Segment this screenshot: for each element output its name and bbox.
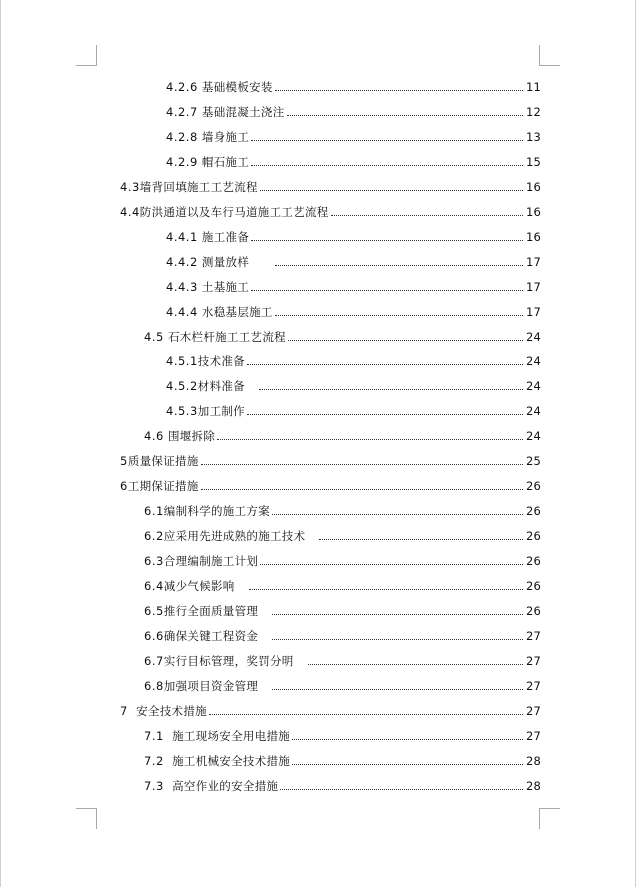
toc-dot-leader bbox=[251, 140, 523, 141]
toc-entry[interactable] bbox=[1, 728, 636, 744]
toc-entry-page-number: 27 bbox=[525, 678, 541, 693]
toc-entry-number: 6.7 bbox=[144, 653, 164, 668]
toc-entry-page-number: 26 bbox=[525, 529, 541, 544]
toc-entry-page-number: 17 bbox=[525, 279, 541, 294]
toc-entry-number: 4.5.3 bbox=[166, 404, 198, 419]
toc-entry-page-number: 24 bbox=[525, 354, 541, 369]
toc-entry-page-number: 16 bbox=[525, 229, 541, 244]
toc-dot-leader bbox=[251, 165, 523, 166]
toc-entry-title: 技术准备 bbox=[197, 354, 245, 369]
toc-entry-number: 7.2 bbox=[144, 753, 173, 768]
toc-dot-leader bbox=[249, 589, 523, 590]
toc-entry-number: 4.4.1 bbox=[166, 229, 202, 244]
toc-entry-title: 工期保证措施 bbox=[127, 479, 199, 494]
toc-entry-title: 测量放样 bbox=[201, 254, 250, 269]
toc-entry-number: 4.2.8 bbox=[166, 129, 202, 144]
toc-entry[interactable] bbox=[1, 478, 636, 494]
toc-entry-page-number: 24 bbox=[525, 404, 541, 419]
toc-dot-leader bbox=[272, 614, 523, 615]
toc-entry-number: 4.4.4 bbox=[166, 304, 202, 319]
toc-entry[interactable] bbox=[1, 229, 636, 245]
toc-entry-number: 4.4.3 bbox=[166, 279, 202, 294]
toc-entry-number: 6.6 bbox=[144, 628, 164, 643]
toc-dot-leader bbox=[260, 190, 523, 191]
toc-entry-number: 4.5 bbox=[144, 329, 168, 344]
toc-entry-title: 合理编制施工计划 bbox=[163, 554, 259, 569]
toc-entry-number: 5 bbox=[120, 454, 128, 469]
toc-entry-page-number: 26 bbox=[525, 579, 541, 593]
toc-entry-number: 7 bbox=[120, 703, 137, 718]
toc-entry-title: 土基施工 bbox=[201, 279, 250, 294]
toc-entry-title: 质量保证措施 bbox=[127, 454, 199, 469]
toc-entry-number: 4.4 bbox=[120, 204, 140, 219]
toc-entry-number: 4.5.2 bbox=[166, 379, 198, 394]
toc-dot-leader bbox=[288, 340, 523, 341]
toc-entry-title: 编制科学的施工方案 bbox=[163, 504, 270, 519]
toc-entry[interactable] bbox=[1, 753, 636, 769]
toc-entry-number: 6.5 bbox=[144, 603, 164, 618]
toc-entry[interactable] bbox=[1, 428, 636, 444]
toc-entry-title: 基础混凝土浇注 bbox=[201, 104, 285, 119]
toc-entry[interactable] bbox=[1, 453, 636, 469]
toc-entry-title: 墙背回填施工工艺流程 bbox=[139, 179, 258, 194]
toc-dot-leader bbox=[308, 664, 523, 665]
toc-entry[interactable] bbox=[1, 378, 636, 394]
toc-entry-title: 加强项目资金管理 bbox=[163, 678, 259, 693]
toc-entry-title: 安全技术措施 bbox=[136, 703, 207, 718]
toc-dot-leader bbox=[331, 215, 523, 216]
toc-dot-leader bbox=[292, 739, 523, 740]
toc-entry-title: 防洪通道以及车行马道施工工艺流程 bbox=[139, 204, 329, 219]
toc-entry-number: 4.2.9 bbox=[166, 154, 202, 169]
toc-entry-title: 加工制作 bbox=[197, 404, 245, 419]
toc-entry-page-number: 24 bbox=[525, 329, 541, 344]
toc-entry-page-number: 26 bbox=[525, 554, 541, 569]
toc-entry-page-number: 16 bbox=[525, 179, 541, 194]
toc-entry-page-number: 13 bbox=[525, 129, 541, 144]
toc-entry-page-number: 17 bbox=[525, 254, 541, 269]
toc-entry-page-number: 26 bbox=[525, 479, 541, 494]
toc-entry-number: 7.3 bbox=[144, 778, 173, 793]
toc-entry[interactable] bbox=[1, 778, 636, 794]
toc-dot-leader bbox=[251, 290, 523, 291]
toc-entry-page-number: 12 bbox=[525, 104, 541, 119]
toc-entry[interactable] bbox=[1, 403, 636, 419]
toc-dot-leader bbox=[259, 389, 523, 390]
toc-entry-page-number: 15 bbox=[525, 154, 541, 169]
toc-entry-page-number: 17 bbox=[525, 304, 541, 319]
toc-entry-page-number: 24 bbox=[525, 379, 541, 394]
toc-entry-number: 6 bbox=[120, 479, 128, 494]
toc-entry[interactable] bbox=[1, 503, 636, 519]
toc-entry-title: 推行全面质量管理 bbox=[163, 603, 259, 618]
toc-entry-number: 7.1 bbox=[144, 728, 173, 743]
toc-dot-leader bbox=[247, 414, 523, 415]
toc-dot-leader bbox=[217, 439, 523, 440]
toc-entry-title: 墙身施工 bbox=[201, 129, 250, 144]
toc-entry[interactable] bbox=[1, 353, 636, 369]
toc-entry-title: 帽石施工 bbox=[201, 154, 250, 169]
toc-entry-title: 减少气候影响 bbox=[163, 579, 235, 593]
toc-entry[interactable] bbox=[1, 79, 636, 95]
toc-dot-leader bbox=[280, 789, 523, 790]
toc-entry-page-number: 27 bbox=[525, 728, 541, 743]
toc-dot-leader bbox=[287, 115, 523, 116]
toc-entry-number: 4.2.7 bbox=[166, 104, 202, 119]
toc-entry-title: 施工现场安全用电措施 bbox=[172, 728, 291, 743]
toc-entry[interactable] bbox=[1, 254, 636, 270]
toc-entry[interactable] bbox=[1, 179, 636, 195]
toc-dot-leader bbox=[209, 714, 523, 715]
toc-entry[interactable] bbox=[1, 129, 636, 145]
toc-dot-leader bbox=[201, 489, 523, 490]
toc-dot-leader bbox=[251, 240, 523, 241]
toc-entry[interactable] bbox=[1, 578, 636, 594]
toc-entry-title: 石木栏杆施工工艺流程 bbox=[167, 329, 286, 344]
toc-entry[interactable] bbox=[1, 703, 636, 719]
toc-entry-number: 6.2 bbox=[144, 529, 164, 544]
toc-entry-page-number: 26 bbox=[525, 504, 541, 519]
toc-entry[interactable] bbox=[1, 653, 636, 669]
toc-entry-page-number: 28 bbox=[525, 778, 541, 793]
toc-entry-title: 确保关键工程资金 bbox=[163, 628, 259, 643]
toc-dot-leader bbox=[292, 764, 523, 765]
toc-entry-title: 围堰拆除 bbox=[167, 429, 216, 444]
toc-entry[interactable] bbox=[1, 329, 636, 345]
toc-entry-page-number: 27 bbox=[525, 653, 541, 668]
toc-dot-leader bbox=[319, 539, 523, 540]
toc-entry-title: 高空作业的安全措施 bbox=[172, 778, 279, 793]
toc-dot-leader bbox=[272, 689, 523, 690]
toc-entry-number: 6.1 bbox=[144, 504, 164, 519]
toc-entry[interactable] bbox=[1, 204, 636, 220]
toc-dot-leader bbox=[275, 90, 523, 91]
toc-entry-number: 6.8 bbox=[144, 678, 164, 693]
toc-entry-page-number: 16 bbox=[525, 204, 541, 219]
toc-entry-number: 4.3 bbox=[120, 179, 140, 194]
toc-entry-number: 4.4.2 bbox=[166, 254, 202, 269]
toc-entry[interactable] bbox=[1, 603, 636, 619]
toc-entry[interactable] bbox=[1, 553, 636, 569]
toc-entry-number: 6.4 bbox=[144, 579, 164, 593]
toc-entry-title: 应采用先进成熟的施工技术 bbox=[163, 529, 306, 544]
toc-entry[interactable] bbox=[1, 528, 636, 544]
toc-entry-number: 6.3 bbox=[144, 554, 164, 569]
toc-dot-leader bbox=[275, 315, 523, 316]
toc-dot-leader bbox=[260, 564, 523, 565]
toc-dot-leader bbox=[272, 514, 523, 515]
toc-entry[interactable] bbox=[1, 104, 636, 120]
toc-entry[interactable] bbox=[1, 304, 636, 320]
toc-entry-page-number: 27 bbox=[525, 703, 541, 718]
toc-entry-page-number: 26 bbox=[525, 603, 541, 618]
toc-entry-title: 基础模板安装 bbox=[201, 80, 273, 94]
toc-entry-title: 施工机械安全技术措施 bbox=[172, 753, 291, 768]
toc-entry-page-number: 24 bbox=[525, 429, 541, 444]
table-of-contents bbox=[1, 0, 636, 887]
toc-entry-page-number: 25 bbox=[525, 454, 541, 469]
toc-entry[interactable] bbox=[1, 678, 636, 694]
toc-dot-leader bbox=[201, 464, 523, 465]
toc-dot-leader bbox=[272, 639, 523, 640]
toc-entry-page-number: 28 bbox=[525, 753, 541, 768]
toc-dot-leader bbox=[275, 265, 523, 266]
toc-entry-page-number: 27 bbox=[525, 628, 541, 643]
toc-dot-leader bbox=[247, 364, 523, 365]
toc-entry-title: 材料准备 bbox=[197, 379, 245, 394]
toc-entry-number: 4.5.1 bbox=[166, 354, 198, 369]
toc-entry[interactable] bbox=[1, 154, 636, 170]
toc-entry[interactable] bbox=[1, 279, 636, 295]
toc-entry-title: 实行目标管理，奖罚分明 bbox=[163, 653, 294, 668]
toc-entry-page-number: 11 bbox=[525, 80, 541, 94]
toc-entry-title: 水稳基层施工 bbox=[201, 304, 273, 319]
toc-entry-number: 4.2.6 bbox=[166, 80, 202, 94]
toc-entry-number: 4.6 bbox=[144, 429, 168, 444]
toc-entry[interactable] bbox=[1, 628, 636, 644]
toc-entry-title: 施工准备 bbox=[201, 229, 250, 244]
